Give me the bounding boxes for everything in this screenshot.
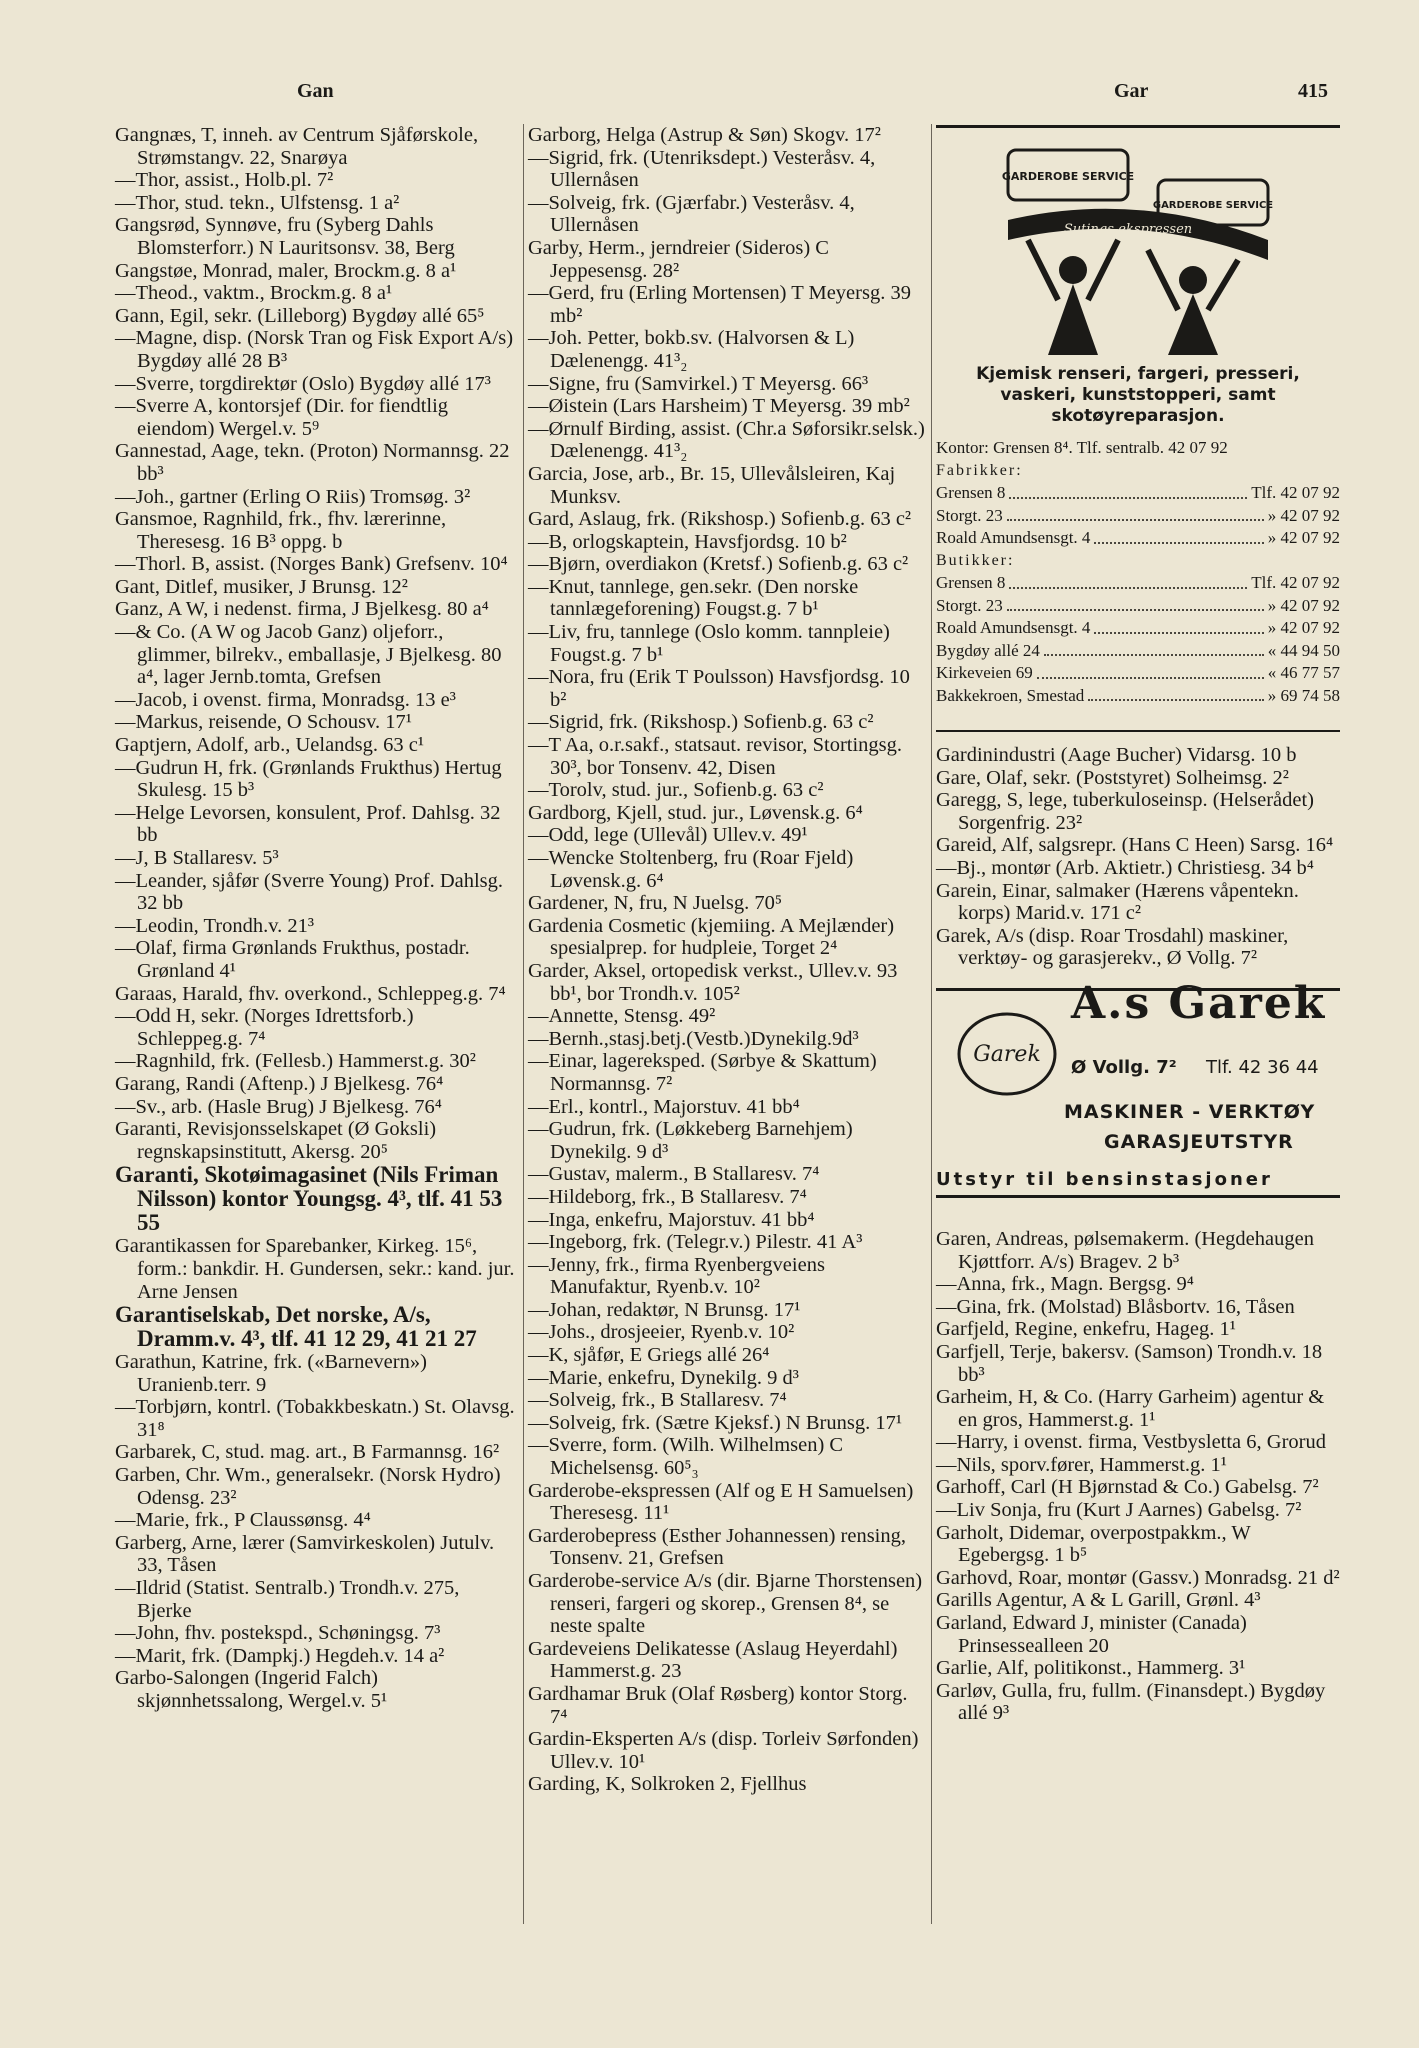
directory-entry: Garaas, Harald, fhv. overkond., Schleppeg.g. 7⁴ [115, 982, 506, 1005]
directory-entry: Gardhamar Bruk (Olaf Røsberg) kontor Storg. 7⁴ [528, 1682, 908, 1728]
sign-text-left: GARDEROBE SERVICE [1001, 170, 1135, 183]
directory-entry: Gaptjern, Adolf, arb., Uelandsg. 63 c¹ [115, 734, 425, 757]
address-phone: » 42 07 92 [1267, 528, 1340, 547]
address-phone: Tlf. 42 07 92 [1251, 483, 1340, 502]
directory-entry: Garfjeld, Regine, enkefru, Hageg. 1¹ [936, 1318, 1236, 1341]
column-3 [936, 124, 1340, 1725]
directory-entry: —Gudrun, frk. (Løkkeberg Barnehjem) Dynekilg. 9 d³ [528, 1118, 853, 1163]
directory-entry: —Erl., kontrl., Majorstuv. 41 bb⁴ [528, 1095, 800, 1118]
directory-entry: —Hildeborg, frk., B Stallaresv. 7⁴ [528, 1185, 807, 1208]
directory-entry: —Johs., drosjeeier, Ryenb.v. 10² [528, 1321, 795, 1344]
column-3-entries-b [936, 1228, 1340, 1725]
column-rule-1 [523, 124, 524, 1924]
directory-entry: Gansmoe, Ragnhild, frk., fhv. lærerinne, Theresesg. 16 B³ oppg. b [115, 508, 447, 553]
directory-entry: —Odd H, sekr. (Norges Idrettsforb.) Schleppeg.g. 7⁴ [115, 1005, 414, 1050]
garek-title: A.s Garek [1071, 977, 1327, 1029]
directory-entry: —Ingeborg, frk. (Telegr.v.) Pilestr. 41 A³ [528, 1231, 863, 1254]
directory-entry: Garang, Randi (Aftenp.) J Bjelkesg. 76⁴ [115, 1072, 444, 1095]
directory-entry: —Gustav, malerm., B Stallaresv. 7⁴ [528, 1163, 820, 1186]
directory-entry: —Marie, frk., P Claussønsg. 4⁴ [115, 1509, 371, 1532]
directory-entry: —Marit, frk. (Dampkj.) Hegdeh.v. 14 a² [115, 1644, 445, 1667]
directory-entry: —T Aa, o.r.sakf., statsaut. revisor, Stortingsg. 30³, bor Tonsenv. 42, Disen [528, 734, 903, 779]
directory-entry: —Inga, enkefru, Majorstuv. 41 bb⁴ [528, 1208, 815, 1231]
directory-entry: —Solveig, frk. (Sætre Kjeksf.) N Brunsg. 17¹ [528, 1411, 902, 1434]
directory-entry: —Leander, sjåfør (Sverre Young) Prof. Dahlsg. 32 bb [115, 869, 504, 915]
directory-entry: —& Co. (A W og Jacob Ganz) oljeforr., glimmer, bilrekv., emballasje, J Bjelkesg. 80 a⁴, lager Jernb.tomta, Grefsen [115, 621, 502, 689]
directory-entry: —Ragnhild, frk. (Fellesb.) Hammerst.g. 30² [115, 1050, 476, 1073]
directory-entry: Gardenia Cosmetic (kjemiing. A Mejlænder) spesialprep. for hudpleie, Torget 2⁴ [528, 914, 895, 960]
address-place: Storgt. 23 [936, 595, 1003, 615]
directory-entry: —Ørnulf Birding, assist. (Chr.a Søforsikr.selsk.) Dælenengg. 41³₂ [528, 417, 925, 463]
directory-entry: Garhovd, Roar, montør (Gassv.) Monradsg. 21 d² [936, 1566, 1340, 1589]
directory-entry: —Ildrid (Statist. Sentralb.) Trondh.v. 275, Bjerke [115, 1577, 460, 1622]
directory-entry: —Thor, assist., Holb.pl. 7² [115, 169, 334, 192]
butikker-label: Butikker: [936, 551, 1015, 569]
address-phone: » 42 07 92 [1267, 595, 1340, 615]
directory-entry: Garanti, Skotøimagasinet (Nils Friman Nilsson) kontor Youngsg. 4³, tlf. 41 53 55 [115, 1162, 503, 1236]
garek-ad [936, 977, 1340, 1198]
directory-entry: —Jenny, frk., firma Ryenbergveiens Manufaktur, Ryenb.v. 10² [528, 1253, 825, 1299]
directory-entry: —J, B Stallaresv. 5³ [115, 847, 279, 869]
directory-entry: Garland, Edward J, minister (Canada) Prinsessealleen 20 [936, 1612, 1247, 1657]
directory-entry: —Gina, frk. (Molstad) Blåsbortv. 16, Tåsen [936, 1295, 1295, 1318]
garek-logo-icon [952, 1009, 1062, 1099]
address-table [936, 437, 1340, 707]
directory-entry: Gannestad, Aage, tekn. (Proton) Normannsg. 22 bb³ [115, 440, 510, 485]
garderobe-service-illustration [988, 130, 1288, 360]
address-row [936, 572, 1340, 595]
directory-entry: —Wencke Stoltenberg, fru (Roar Fjeld) Løvensk.g. 6⁴ [528, 847, 854, 892]
fabrikker-list [936, 482, 1340, 550]
directory-entry: —Leodin, Trondh.v. 21³ [115, 914, 315, 937]
directory-entry: Garills Agentur, A & L Garill, Grønl. 4³ [936, 1589, 1261, 1612]
directory-entry: Garderobe-ekspressen (Alf og E H Samuelsen) Theresesg. 11¹ [528, 1479, 914, 1525]
directory-entry: Gangnæs, T, inneh. av Centrum Sjåførskole, Strømstangv. 22, Snarøya [115, 124, 479, 169]
directory-entry: Garderobe-service A/s (dir. Bjarne Thorstensen) renseri, fargeri og skorep., Grensen 8⁴, se neste spalte [528, 1570, 923, 1638]
directory-entry: Garegg, S, lege, tuberkuloseinsp. (Helserådet) Sorgenfrig. 23² [936, 789, 1314, 834]
leader-dots [1007, 505, 1264, 522]
directory-entry: Garein, Einar, salmaker (Hærens våpentekn. korps) Marid.v. 171 c² [936, 879, 1299, 925]
directory-entry: —Magne, disp. (Norsk Tran og Fisk Export A/s) Bygdøy allé 28 B³ [115, 327, 514, 372]
directory-entry: Garek, A/s (disp. Roar Trosdahl) maskiner, verktøy- og garasjerekv., Ø Vollg. 7² [936, 924, 1289, 970]
directory-entry: Garantiselskab, Det norske, A/s, Dramm.v. 4³, tlf. 41 12 29, 41 21 27 [115, 1302, 477, 1352]
leader-dots [1094, 527, 1263, 544]
directory-entry: —Joh. Petter, bokb.sv. (Halvorsen & L) Dælenengg. 41³₂ [528, 327, 855, 372]
leader-dots [1088, 685, 1264, 702]
directory-entry: Garbo-Salongen (Ingerid Falch) skjønnhetssalong, Wergel.v. 5¹ [115, 1667, 388, 1712]
address-phone: » 42 07 92 [1267, 505, 1340, 525]
garek-phone: Tlf. 42 36 44 [1206, 1056, 1319, 1078]
address-phone: « 44 94 50 [1267, 640, 1340, 660]
column-2 [528, 124, 928, 1796]
directory-entry: Gardener, N, fru, N Juelsg. 70⁵ [528, 892, 782, 915]
directory-entry: Gard, Aslaug, frk. (Rikshosp.) Sofienb.g. 63 c² [528, 508, 912, 531]
directory-entry: —Annette, Stensg. 49² [528, 1005, 716, 1028]
address-phone: Tlf. 42 07 92 [1251, 573, 1340, 592]
directory-entry: Gardborg, Kjell, stud. jur., Løvensk.g. 6⁴ [528, 801, 863, 824]
ad-tagline: Kjemisk renseri, fargeri, presseri, vaskeri, kunststopperi, samt skotøyreparasjon. [976, 364, 1300, 426]
address-row [936, 527, 1340, 550]
directory-entry: —Solveig, frk., B Stallaresv. 7⁴ [528, 1389, 787, 1412]
directory-entry: Gare, Olaf, sekr. (Poststyret) Solheimsg. 2² [936, 766, 1289, 789]
directory-entry: Gangsrød, Synnøve, fru (Syberg Dahls Blomsterforr.) N Lauritsonsv. 38, Berg [115, 214, 455, 259]
directory-entry: —Helge Levorsen, konsulent, Prof. Dahlsg. 32 bb [115, 801, 501, 847]
column-rule-2 [931, 124, 932, 1924]
directory-entry: —Marie, enkefru, Dynekilg. 9 d³ [528, 1366, 799, 1389]
leader-dots [1037, 662, 1264, 679]
directory-entry: —Nora, fru (Erik T Poulsson) Havsfjordsg. 10 b² [528, 666, 910, 711]
office-line: Kontor: Grensen 8⁴. Tlf. sentralb. 42 07 92 [936, 438, 1228, 457]
directory-entry: Garanti, Revisjonsselskapet (Ø Goksli) regnskapsinstitutt, Akersg. 20⁵ [115, 1118, 437, 1163]
directory-entry: —John, fhv. postekspd., Schøningsg. 7³ [115, 1622, 441, 1645]
address-place: Roald Amundsensgt. 4 [936, 618, 1091, 637]
directory-entry: —Sigrid, frk. (Rikshosp.) Sofienb.g. 63 c² [528, 711, 874, 734]
directory-entry: —Olaf, firma Grønlands Frukthus, postadr. Grønland 4¹ [115, 937, 470, 982]
directory-entry: Garhoff, Carl (H Bjørnstad & Co.) Gabelsg. 7² [936, 1476, 1319, 1499]
directory-entry: —Johan, redaktør, N Brunsg. 17¹ [528, 1298, 801, 1321]
address-place: Bygdøy allé 24 [936, 640, 1040, 660]
directory-entry: —Bj., montør (Arb. Aktietr.) Christiesg. 34 b⁴ [936, 856, 1314, 879]
leader-dots [1044, 640, 1264, 657]
address-place: Roald Amundsensgt. 4 [936, 528, 1091, 547]
directory-entry: Garding, K, Solkroken 2, Fjellhus [528, 1773, 807, 1796]
directory-entry: —Sv., arb. (Hasle Brug) J Bjelkesg. 76⁴ [115, 1095, 442, 1118]
directory-entry: —Øistein (Lars Harsheim) T Meyersg. 39 mb² [528, 395, 910, 418]
directory-entry: Gareid, Alf, salgsrepr. (Hans C Heen) Sarsg. 16⁴ [936, 834, 1334, 857]
directory-entry: —Nils, sporv.fører, Hammerst.g. 1¹ [936, 1453, 1227, 1476]
garek-address: Ø Vollg. 7² [1071, 1056, 1177, 1078]
directory-entry: Garholt, Didemar, overpostpakkm., W Egebergsg. 1 b⁵ [936, 1521, 1251, 1567]
banner-text: Sutings-ekspressen [1063, 222, 1193, 237]
address-phone: » 69 74 58 [1267, 685, 1340, 705]
page-number: 415 [1298, 80, 1328, 102]
directory-entry: —Jacob, i ovenst. firma, Monradsg. 13 e³ [115, 688, 456, 711]
leader-dots [1094, 617, 1263, 634]
directory-entry: Garbarek, C, stud. mag. art., B Farmannsg. 16² [115, 1441, 500, 1464]
directory-entry: Gant, Ditlef, musiker, J Brunsg. 12² [115, 575, 408, 598]
address-row [936, 595, 1340, 618]
leader-dots [1009, 572, 1247, 589]
directory-entry: —Signe, fru (Samvirkel.) T Meyersg. 66³ [528, 372, 869, 395]
directory-entry: —K, sjåfør, E Griegs allé 26⁴ [528, 1344, 770, 1367]
directory-entry: —Knut, tannlege, gen.sekr. (Den norske tannlægeforening) Fougst.g. 7 b¹ [528, 575, 859, 621]
directory-entry: —Gerd, fru (Erling Mortensen) T Meyersg. 39 mb² [528, 282, 911, 327]
directory-entry: —Torbjørn, kontrl. (Tobakkbeskatn.) St. Olavsg. 31⁸ [115, 1396, 515, 1441]
address-row [936, 482, 1340, 505]
directory-entry: Garfjell, Terje, bakersv. (Samson) Trondh.v. 18 bb³ [936, 1340, 1323, 1386]
address-place: Kirkeveien 69 [936, 663, 1033, 682]
directory-entry: —Sigrid, frk. (Utenriksdept.) Vesteråsv. 4, Ullernåsen [528, 146, 876, 192]
directory-entry: —Harry, i ovenst. firma, Vestbysletta 6, Grorud [936, 1431, 1326, 1454]
directory-entry: —Gudrun H, frk. (Grønlands Frukthus) Hertug Skulesg. 15 b³ [115, 756, 502, 802]
header-center-guide: Gar [1114, 80, 1149, 102]
directory-entry: Garderobepress (Esther Johannessen) rensing, Tonsenv. 21, Grefsen [528, 1524, 906, 1570]
address-phone: » 42 07 92 [1267, 618, 1340, 637]
directory-entry: —Liv, fru, tannlege (Oslo komm. tannpleie) Fougst.g. 7 b¹ [528, 621, 890, 666]
directory-entry: Garantikassen for Sparebanker, Kirkeg. 15⁶, form.: bankdir. H. Gundersen, sekr.: kand. jur. Arne Jensen [115, 1235, 515, 1303]
directory-entry: —Sverre, form. (Wilh. Wilhelmsen) C Michelsensg. 60⁵₃ [528, 1434, 844, 1480]
address-place: Grensen 8 [936, 483, 1006, 502]
address-row [936, 640, 1340, 663]
directory-entry: Garen, Andreas, pølsemakerm. (Hegdehaugen Kjøttforr. A/s) Bragev. 2 b³ [936, 1227, 1314, 1273]
address-phone: « 46 77 57 [1267, 663, 1340, 682]
directory-entry: Gardinindustri (Aage Bucher) Vidarsg. 10 b [936, 744, 1297, 766]
directory-entry: —Anna, frk., Magn. Bergsg. 9⁴ [936, 1273, 1194, 1296]
directory-entry: —Solveig, frk. (Gjærfabr.) Vesteråsv. 4, Ullernåsen [528, 191, 855, 237]
directory-entry: —Thor, stud. tekn., Ulfstensg. 1 a² [115, 191, 400, 214]
garek-line-1: MASKINER - VERKTØY [1064, 1100, 1316, 1123]
directory-entry: —Thorl. B, assist. (Norges Bank) Grefsenv. 10⁴ [115, 553, 508, 576]
address-place: Grensen 8 [936, 573, 1006, 592]
leader-dots [1009, 482, 1247, 499]
address-place: Storgt. 23 [936, 505, 1003, 525]
address-row [936, 662, 1340, 685]
address-row [936, 685, 1340, 708]
address-row [936, 617, 1340, 640]
directory-entry: Gangstøe, Monrad, maler, Brockm.g. 8 a¹ [115, 259, 457, 282]
directory-entry: —Bernh.,stasj.betj.(Vestb.)Dynekilg.9d³ [528, 1027, 859, 1050]
directory-entry: Garcia, Jose, arb., Br. 15, Ullevålsleiren, Kaj Munksv. [528, 462, 896, 508]
directory-entry: —Liv Sonja, fru (Kurt J Aarnes) Gabelsg. 7² [936, 1499, 1302, 1522]
directory-entry: Garathun, Katrine, frk. («Barnevern») Uranienb.terr. 9 [115, 1351, 427, 1396]
garek-line-3: Utstyr til bensinstasjoner [936, 1168, 1273, 1190]
directory-entry: —Odd, lege (Ullevål) Ullev.v. 49¹ [528, 824, 808, 847]
directory-entry: Garder, Aksel, ortopedisk verkst., Ullev.v. 93 bb¹, bor Trondh.v. 105² [528, 959, 898, 1005]
directory-entry: Garheim, H, & Co. (Harry Garheim) agentur & en gros, Hammerst.g. 1¹ [936, 1386, 1325, 1431]
directory-entry: —Torolv, stud. jur., Sofienb.g. 63 c² [528, 779, 824, 802]
address-place: Bakkekroen, Smestad [936, 685, 1085, 705]
directory-entry: —Sverre, torgdirektør (Oslo) Bygdøy allé 17³ [115, 372, 491, 395]
directory-entry: Garberg, Arne, lærer (Samvirkeskolen) Jutulv. 33, Tåsen [115, 1531, 495, 1577]
directory-entry: —Theod., vaktm., Brockm.g. 8 a¹ [115, 282, 393, 305]
fabrikker-label: Fabrikker: [936, 461, 1023, 479]
directory-entry: Ganz, A W, i nedenst. firma, J Bjelkesg. 80 a⁴ [115, 598, 489, 621]
directory-entry: Gardin-Eksperten A/s (disp. Torleiv Sørfonden) Ullev.v. 10¹ [528, 1728, 919, 1773]
directory-entry: Garben, Chr. Wm., generalsekr. (Norsk Hydro) Odensg. 23² [115, 1464, 501, 1509]
directory-entry: Garby, Herm., jerndreier (Sideros) C Jeppesensg. 28² [528, 236, 829, 282]
directory-entry: Garløv, Gulla, fru, fullm. (Finansdept.) Bygdøy allé 9³ [936, 1679, 1326, 1725]
directory-entry: Gardeveiens Delikatesse (Aslaug Heyerdahl) Hammerst.g. 23 [528, 1637, 898, 1683]
column-3-entries-a [936, 744, 1340, 970]
column-1 [115, 124, 519, 1713]
directory-entry: Garlie, Alf, politikonst., Hammerg. 3¹ [936, 1657, 1246, 1680]
header-left-guide: Gan [297, 80, 334, 102]
directory-entry: —Bjørn, overdiakon (Kretsf.) Sofienb.g. 63 c² [528, 553, 909, 576]
sign-text-right: GARDEROBE SERVICE [1152, 200, 1274, 211]
garek-line-2: GARASJEUTSTYR [1104, 1130, 1294, 1153]
garek-logo-text: Garek [973, 1041, 1041, 1067]
directory-entry: Gann, Egil, sekr. (Lilleborg) Bygdøy allé 65⁵ [115, 304, 485, 327]
butikker-list [936, 572, 1340, 707]
directory-entry: —Sverre A, kontorsjef (Dir. for fiendtlig eiendom) Wergel.v. 5⁹ [115, 395, 449, 440]
directory-entry: —Markus, reisende, O Schousv. 17¹ [115, 711, 412, 734]
directory-entry: —Joh., gartner (Erling O Riis) Tromsøg. 3² [115, 485, 471, 508]
directory-entry: —Einar, lagereksped. (Sørbye & Skattum) Normannsg. 7² [528, 1050, 877, 1095]
directory-entry: —B, orlogskaptein, Havsfjordsg. 10 b² [528, 530, 847, 553]
directory-entry: Garborg, Helga (Astrup & Søn) Skogv. 17² [528, 124, 881, 146]
address-row [936, 505, 1340, 528]
garderobe-service-ad [936, 130, 1340, 732]
leader-dots [1007, 595, 1264, 612]
